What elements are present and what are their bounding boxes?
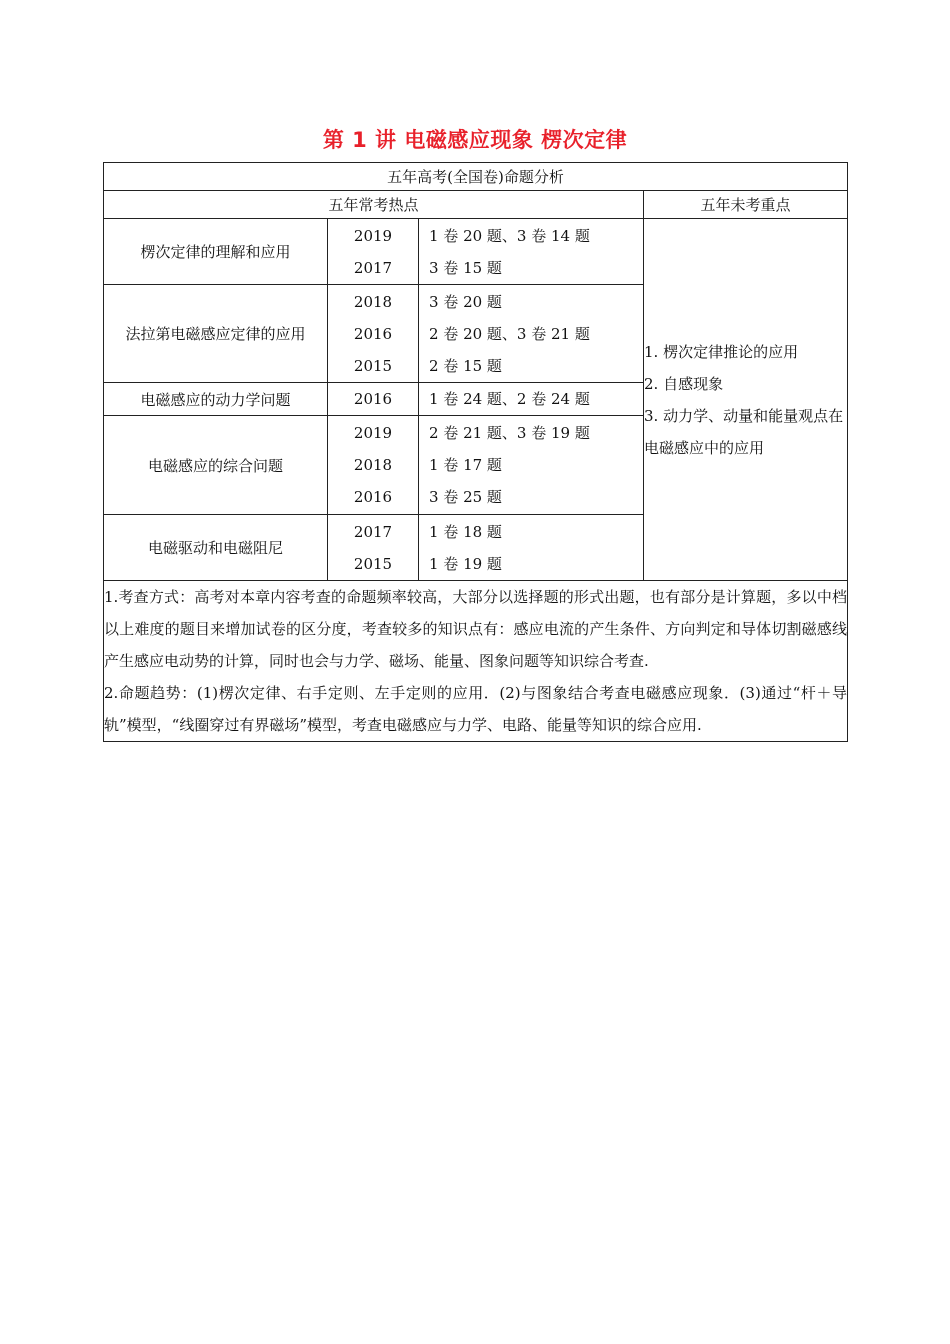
year: 2017 [353, 522, 393, 541]
column-header-unexamined: 五年未考重点 [644, 191, 848, 219]
exam-ref: 1 卷 19 题 [429, 554, 502, 573]
table-row [104, 219, 848, 285]
exams-cell [419, 383, 644, 416]
year: 2018 [353, 456, 393, 474]
notes-row [104, 581, 848, 742]
exam-ref: 1 卷 18 题 [429, 522, 502, 541]
exam-ref: 2 卷 21 题、3 卷 19 题 [429, 424, 590, 442]
exam-ref: 2 卷 20 题、3 卷 21 题 [429, 324, 590, 343]
unexamined-points-cell [644, 219, 848, 581]
years-cell [328, 219, 419, 285]
table-main-header: 五年高考(全国卷)命题分析 [104, 163, 848, 191]
years-cell [328, 416, 419, 515]
topic-cell: 电磁驱动和电磁阻尼 [104, 515, 328, 581]
topic-cell: 楞次定律的理解和应用 [104, 219, 328, 285]
unexamined-point: 2. 自感现象 [644, 374, 724, 393]
year: 2015 [353, 554, 393, 573]
topic-cell: 电磁感应的综合问题 [104, 416, 328, 515]
notes-cell [104, 581, 848, 742]
year: 2019 [353, 226, 393, 245]
year: 2016 [353, 324, 393, 343]
exam-ref: 3 卷 20 题 [429, 292, 502, 311]
topic-cell: 法拉第电磁感应定律的应用 [104, 285, 328, 383]
exam-ref: 1 卷 24 题、2 卷 24 题 [429, 390, 590, 408]
year: 2015 [353, 356, 393, 375]
exam-analysis-table [103, 162, 848, 742]
years-cell [328, 515, 419, 581]
exam-ref: 1 卷 17 题 [429, 456, 502, 474]
page-title: 第 1 讲 电磁感应现象 楞次定律 [322, 128, 628, 152]
exams-cell [419, 416, 644, 515]
exam-ref: 1 卷 20 题、3 卷 14 题 [429, 226, 590, 245]
year: 2019 [353, 424, 393, 442]
unexamined-point: 1. 楞次定律推论的应用 [644, 342, 799, 361]
year: 2018 [353, 292, 393, 311]
column-header-hot-topics: 五年常考热点 [104, 191, 644, 219]
years-cell [328, 383, 419, 416]
exam-ref: 2 卷 15 题 [429, 356, 502, 375]
exams-cell [419, 285, 644, 383]
unexamined-point: 3. 动力学、动量和能量观点在电磁感应中的应用 [644, 406, 844, 457]
year: 2017 [353, 258, 393, 277]
exam-ref: 3 卷 25 题 [429, 488, 502, 506]
year: 2016 [353, 488, 393, 506]
exams-cell [419, 515, 644, 581]
topic-cell: 电磁感应的动力学问题 [104, 383, 328, 416]
years-cell [328, 285, 419, 383]
note-paragraph: 1.考查方式：高考对本章内容考查的命题频率较高，大部分以选择题的形式出题，也有部分是计算题，多以中档以上难度的题目来增加试卷的区分度，考查较多的知识点有：感应电流的产生条件、方向判定和导体切割磁感线产生感应电动势的计算，同时也会与力学、磁场、能量、图象问题等知识综合考查. [104, 588, 848, 670]
exams-cell [419, 219, 644, 285]
note-paragraph: 2.命题趋势：(1)楞次定律、右手定则、左手定则的应用．(2)与图象结合考查电磁感应现象．(3)通过“杆＋导轨”模型，“线圈穿过有界磁场”模型，考查电磁感应与力学、电路、能量等知识的综合应用. [104, 684, 848, 734]
exam-ref: 3 卷 15 题 [429, 258, 502, 277]
year: 2016 [353, 390, 393, 408]
